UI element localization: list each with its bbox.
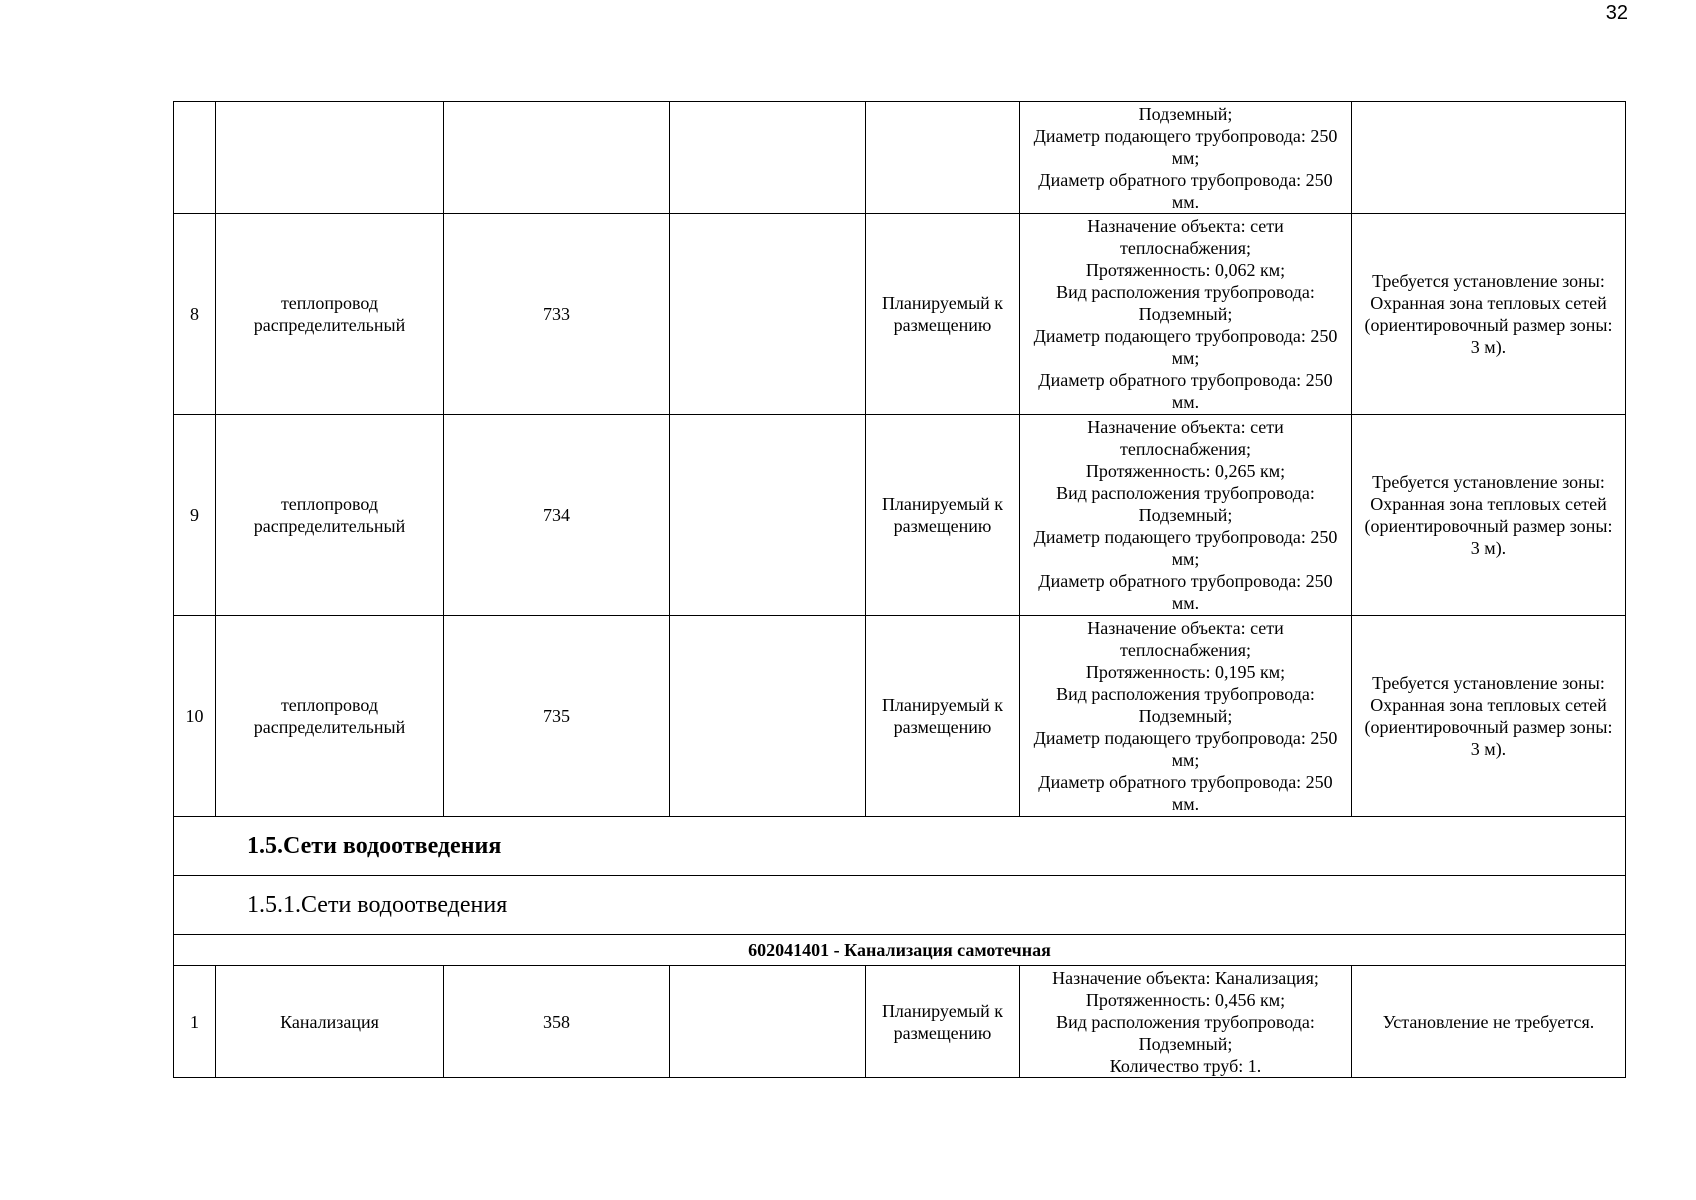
status-line: размещению <box>893 1022 992 1043</box>
description-line: мм; <box>1171 348 1200 368</box>
description-line: Диаметр подающего трубопровода: 250 <box>1033 125 1338 146</box>
code-cell <box>444 102 670 214</box>
table-row <box>174 214 1626 415</box>
status-cell <box>866 616 1020 817</box>
name-cell <box>216 214 444 415</box>
empty-cell <box>670 214 866 415</box>
zone-line: Требуется установление зоны: <box>1372 472 1605 492</box>
group-title: 602041401 - Канализация самотечная <box>174 935 1626 966</box>
description-line: Количество труб: 1. <box>1109 1055 1262 1076</box>
description-cell <box>1020 214 1352 415</box>
description-cell <box>1020 415 1352 616</box>
status-cell <box>866 214 1020 415</box>
subsection-title: 1.5.1.Сети водоотведения <box>174 876 1626 935</box>
description-line: мм. <box>1171 392 1200 412</box>
description-line: мм; <box>1171 750 1200 770</box>
description-line: Вид расположения трубопровода: <box>1056 684 1315 704</box>
description-line: Диаметр подающего трубопровода: 250 <box>1033 326 1338 346</box>
empty-cell <box>670 616 866 817</box>
description-line: мм; <box>1171 549 1200 569</box>
num-cell: 10 <box>174 616 216 817</box>
description-line: Протяженность: 0,456 км; <box>1085 989 1286 1010</box>
description-line: Вид расположения трубопровода: <box>1056 1011 1315 1032</box>
description-line: Диаметр подающего трубопровода: 250 <box>1033 527 1338 547</box>
description-line: Вид расположения трубопровода: <box>1056 483 1315 503</box>
code-cell: 735 <box>444 616 670 817</box>
description-line: Назначение объекта: Канализация; <box>1052 967 1319 988</box>
name-line: распределительный <box>253 717 406 737</box>
planned-objects-table <box>173 101 1626 1078</box>
description-line: Диаметр обратного трубопровода: 250 <box>1038 571 1333 591</box>
name-cell <box>216 415 444 616</box>
status-line: размещению <box>893 516 992 536</box>
code-cell: 358 <box>444 966 670 1078</box>
description-line: Подземный; <box>1138 103 1233 124</box>
description-line: Диаметр обратного трубопровода: 250 <box>1038 370 1333 390</box>
section-title: 1.5.Сети водоотведения <box>174 817 1626 876</box>
zone-cell <box>1352 415 1626 616</box>
zone-line: (ориентировочный размер зоны: <box>1364 315 1613 335</box>
table-row <box>174 415 1626 616</box>
status-line: Планируемый к <box>881 695 1004 715</box>
zone-line: 3 м). <box>1470 337 1507 357</box>
status-line: Планируемый к <box>881 494 1004 514</box>
num-cell: 1 <box>174 966 216 1078</box>
group-row <box>174 935 1626 966</box>
empty-cell <box>670 415 866 616</box>
description-line: Диаметр подающего трубопровода: 250 <box>1033 728 1338 748</box>
status-cell <box>866 102 1020 214</box>
description-line: Назначение объекта: сети <box>1087 618 1284 638</box>
zone-cell <box>1352 214 1626 415</box>
empty-cell <box>670 966 866 1078</box>
zone-line: Охранная зона тепловых сетей <box>1370 494 1607 514</box>
name-cell <box>216 102 444 214</box>
table-row <box>174 966 1626 1078</box>
zone-line: Требуется установление зоны: <box>1372 673 1605 693</box>
description-cell <box>1020 616 1352 817</box>
code-cell: 733 <box>444 214 670 415</box>
zone-line: 3 м). <box>1470 739 1507 759</box>
description-line: Протяженность: 0,195 км; <box>1085 662 1286 682</box>
description-line: Назначение объекта: сети <box>1087 216 1284 236</box>
code-cell: 734 <box>444 415 670 616</box>
description-line: мм. <box>1171 191 1200 212</box>
zone-line: Охранная зона тепловых сетей <box>1370 293 1607 313</box>
status-cell <box>866 415 1020 616</box>
description-line: мм. <box>1171 593 1200 613</box>
zone-line: 3 м). <box>1470 538 1507 558</box>
table-row <box>174 102 1626 214</box>
name-line: распределительный <box>253 516 406 536</box>
description-line: мм. <box>1171 794 1200 814</box>
description-line: Подземный; <box>1138 304 1233 324</box>
page-number: 32 <box>1605 2 1628 24</box>
empty-cell <box>670 102 866 214</box>
status-line: размещению <box>893 315 992 335</box>
zone-line: Охранная зона тепловых сетей <box>1370 695 1607 715</box>
table-row <box>174 616 1626 817</box>
description-line: теплоснабжения; <box>1120 439 1251 459</box>
status-line: размещению <box>893 717 992 737</box>
name-line: распределительный <box>253 315 406 335</box>
description-line: Вид расположения трубопровода: <box>1056 282 1315 302</box>
status-line: Планируемый к <box>881 1000 1004 1021</box>
description-line: Подземный; <box>1138 1033 1233 1054</box>
description-line: теплоснабжения; <box>1120 238 1251 258</box>
section-row <box>174 817 1626 876</box>
num-cell: 9 <box>174 415 216 616</box>
description-line: Протяженность: 0,062 км; <box>1085 260 1286 280</box>
description-line: мм; <box>1171 147 1200 168</box>
description-line: теплоснабжения; <box>1120 640 1251 660</box>
description-line: Назначение объекта: сети <box>1087 417 1284 437</box>
zone-line: Требуется установление зоны: <box>1372 271 1605 291</box>
name-cell <box>216 616 444 817</box>
num-cell <box>174 102 216 214</box>
num-cell: 8 <box>174 214 216 415</box>
status-cell <box>866 966 1020 1078</box>
status-line: Планируемый к <box>881 293 1004 313</box>
description-line: Подземный; <box>1138 505 1233 525</box>
description-line: Подземный; <box>1138 706 1233 726</box>
name-line: теплопровод <box>280 695 379 715</box>
name-line: теплопровод <box>280 494 379 514</box>
zone-cell: Установление не требуется. <box>1352 966 1626 1078</box>
description-cell <box>1020 966 1352 1078</box>
description-cell <box>1020 102 1352 214</box>
description-line: Диаметр обратного трубопровода: 250 <box>1038 169 1333 190</box>
zone-cell <box>1352 616 1626 817</box>
zone-line: (ориентировочный размер зоны: <box>1364 717 1613 737</box>
zone-cell <box>1352 102 1626 214</box>
name-line: теплопровод <box>280 293 379 313</box>
description-line: Протяженность: 0,265 км; <box>1085 461 1286 481</box>
name-cell: Канализация <box>216 966 444 1078</box>
subsection-row <box>174 876 1626 935</box>
zone-line: (ориентировочный размер зоны: <box>1364 516 1613 536</box>
description-line: Диаметр обратного трубопровода: 250 <box>1038 772 1333 792</box>
